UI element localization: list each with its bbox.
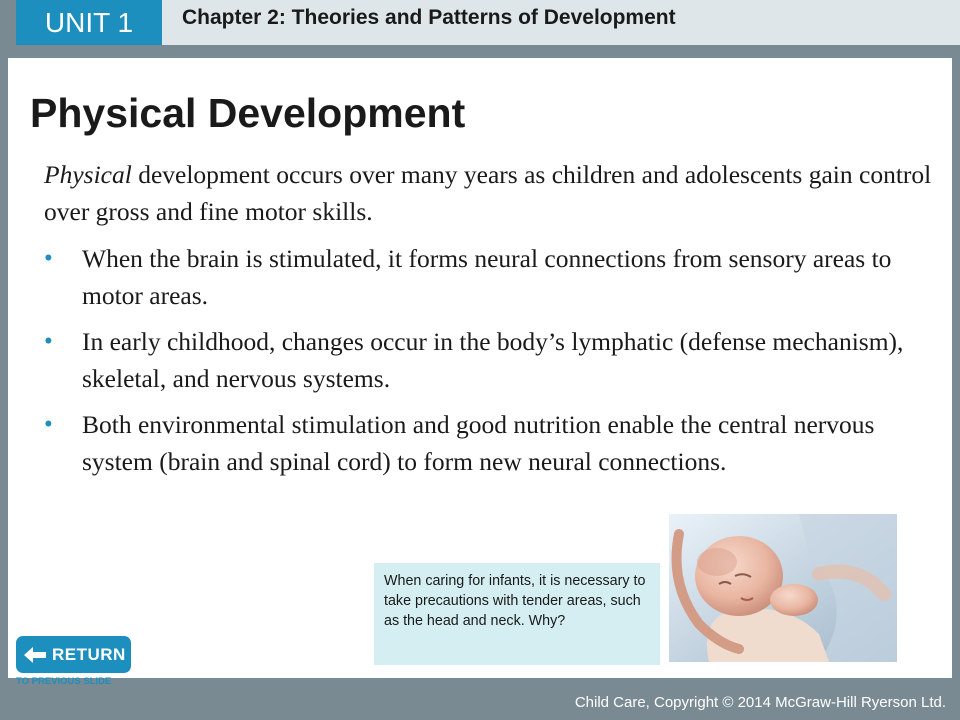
chapter-header bbox=[162, 0, 960, 45]
return-sublabel[interactable]: TO PREVIOUS SLIDE bbox=[16, 676, 112, 687]
bullet-list bbox=[44, 240, 944, 480]
bullet-item bbox=[44, 406, 944, 480]
unit-label: UNIT 1 bbox=[44, 6, 134, 38]
intro-paragraph bbox=[44, 156, 944, 230]
slide-title: Physical Development bbox=[30, 90, 466, 136]
copyright-footer: Child Care, Copyright © 2014 McGraw-Hill Ryerson Ltd. bbox=[574, 694, 946, 711]
bullet-item bbox=[44, 240, 944, 314]
bullet-item bbox=[44, 323, 944, 397]
intro-emphasis: Physical bbox=[44, 160, 132, 189]
newborn-baby-photo-icon bbox=[669, 514, 897, 662]
chapter-title: Chapter 2: Theories and Patterns of Development bbox=[182, 6, 676, 29]
bullet-text: In early childhood, changes occur in the body’s lymphatic (defense mechanism), skeletal, and nervous systems. bbox=[82, 327, 904, 393]
unit-tab bbox=[16, 0, 162, 45]
bullet-dot-icon: • bbox=[44, 411, 53, 438]
intro-text: development occurs over many years as children and adolescents gain control over gross and fine motor skills. bbox=[44, 160, 932, 226]
return-button[interactable] bbox=[16, 636, 131, 673]
return-label: RETURN bbox=[52, 644, 126, 664]
slide-body bbox=[44, 156, 944, 489]
bullet-text: Both environmental stimulation and good nutrition enable the central nervous system (brain and spinal cord) to form new neural connections. bbox=[82, 410, 875, 476]
caption-text: When caring for infants, it is necessary to take precautions with tender areas, such as the head and neck. Why? bbox=[384, 573, 646, 629]
content-panel bbox=[8, 58, 952, 678]
bullet-dot-icon: • bbox=[44, 245, 53, 272]
arrow-left-icon bbox=[24, 647, 46, 663]
photo-caption bbox=[374, 563, 660, 665]
bullet-dot-icon: • bbox=[44, 328, 53, 355]
newborn-photo bbox=[669, 514, 897, 662]
bullet-text: When the brain is stimulated, it forms neural connections from sensory areas to motor areas. bbox=[82, 244, 892, 310]
